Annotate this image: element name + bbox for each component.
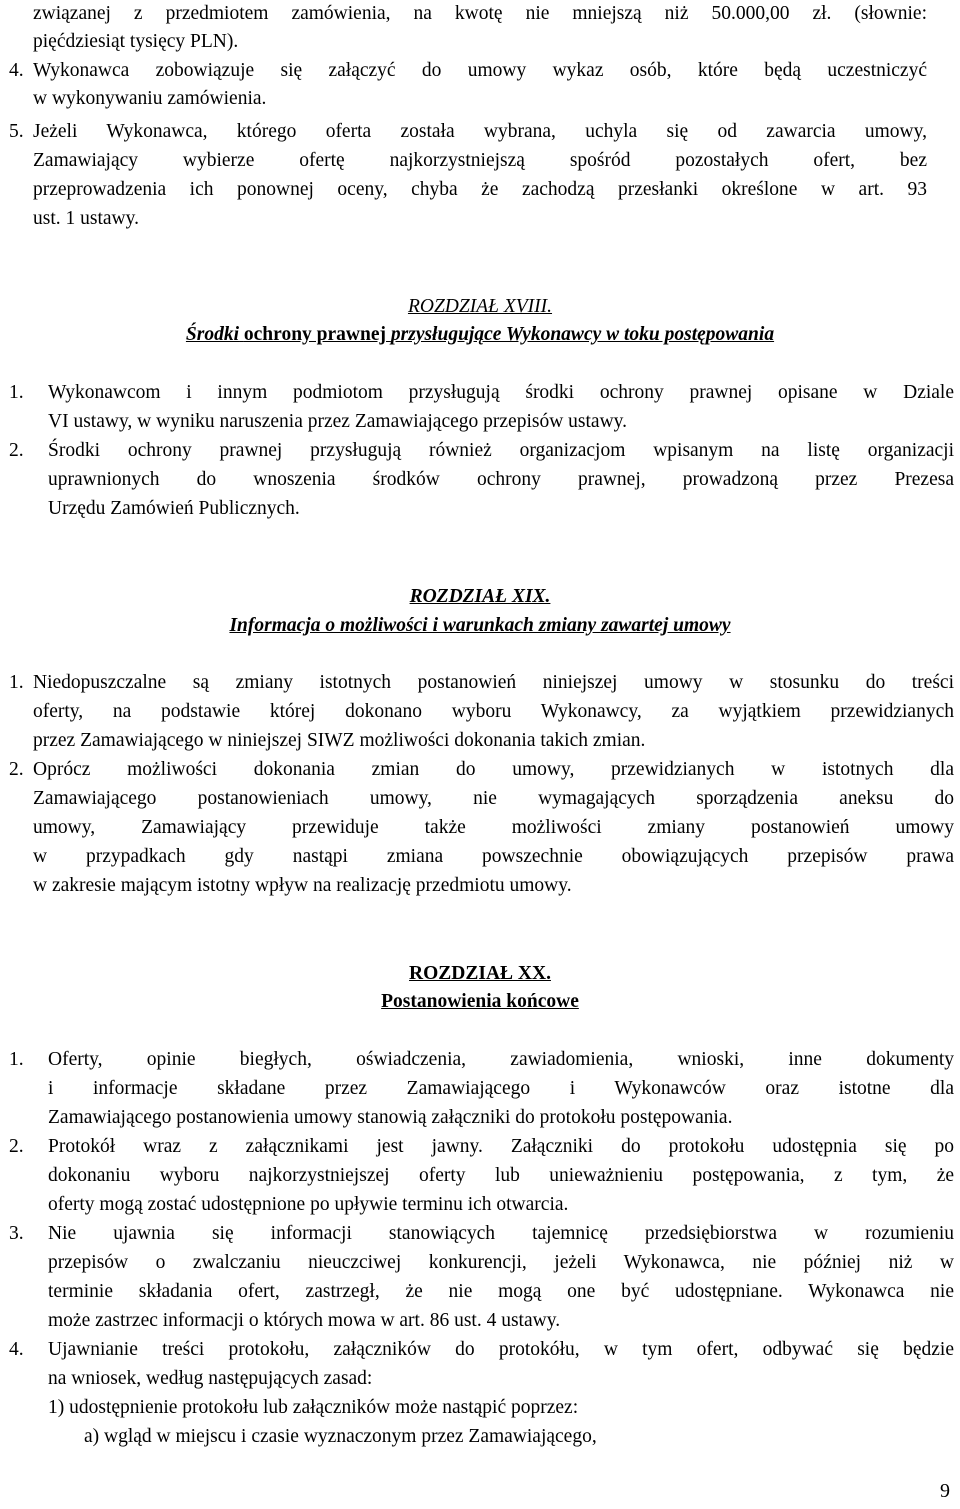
list-number: 4. (9, 1339, 24, 1360)
text-line: oferty mogą zostać udostępnione po upływie terminu ich otwarcia. (48, 1194, 569, 1215)
text-line: uprawnionych do wnoszenia środków ochrony prawnej, prowadzoną przez Prezesa (48, 469, 954, 490)
text-line: w wykonywaniu zamówienia. (33, 88, 267, 109)
chapter-subtitle (0, 323, 960, 347)
chapter-subtitle-part: ochrony prawnej (243, 324, 387, 345)
text-line: przez Zamawiającego w niniejszej SIWZ możliwości dokonania takich zmian. (33, 730, 646, 751)
text-line: w przypadkach gdy nastąpi zmiana powszechnie obowiązujących przepisów prawa (33, 846, 954, 867)
chapter-subtitle-part: Środki (185, 324, 240, 345)
text-line: 1) udostępnienie protokołu lub załączników może nastąpić poprzez: (48, 1397, 579, 1418)
text-line: Niedopuszczalne są zmiany istotnych postanowień niniejszej umowy w stosunku do treści (33, 672, 954, 693)
text-line: Nie ujawnia się informacji stanowiących tajemnicę przedsiębiorstwa w rozumieniu (48, 1223, 954, 1244)
chapter-subtitle: Informacja o możliwości i warunkach zmiany zawartej umowy (229, 615, 731, 636)
text-line: przepisów o zwalczaniu nieuczciwej konkurencji, jeżeli Wykonawca, nie później niż w (48, 1252, 954, 1273)
chapter-title: ROZDZIAŁ XIX. (409, 586, 551, 607)
chapter-subtitle: Postanowienia końcowe (381, 991, 579, 1012)
text-line: Wykonawcom i innym podmiotom przysługują środki ochrony prawnej opisane w Dziale (48, 382, 954, 403)
list-number: 2. (9, 759, 24, 780)
text-line: związanej z przedmiotem zamówienia, na kwotę nie mniejszą niż 50.000,00 zł. (słownie: (33, 3, 927, 24)
chapter-subtitle-part: przysługujące Wykonawcy w toku postępowania (390, 324, 775, 345)
text-line: a) wgląd w miejscu i czasie wyznaczonym przez Zamawiającego, (84, 1426, 597, 1447)
text-line: pięćdziesiąt tysięcy PLN). (33, 31, 239, 52)
text-line: Środki ochrony prawnej przysługują również organizacjom wpisanym na listę organizacji (48, 440, 954, 461)
text-line: Wykonawca zobowiązuje się załączyć do umowy wykaz osób, które będą uczestniczyć (33, 60, 927, 81)
text-line: umowy, Zamawiający przewiduje także możliwości zmiany postanowień umowy (33, 817, 954, 838)
chapter-title: ROZDZIAŁ XVIII. (407, 296, 553, 317)
text-line: Zamawiającego postanowienia umowy stanowią załączniki do protokołu postępowania. (48, 1107, 733, 1128)
list-number: 2. (9, 1136, 24, 1157)
list-number: 3. (9, 1223, 24, 1244)
list-number: 4. (9, 60, 24, 81)
chapter-title: ROZDZIAŁ XX. (409, 963, 551, 984)
text-line: VI ustawy, w wyniku naruszenia przez Zamawiającego przepisów ustawy. (48, 411, 628, 432)
text-line: może zastrzec informacji o których mowa w art. 86 ust. 4 ustawy. (48, 1310, 561, 1331)
text-line: w zakresie mającym istotny wpływ na realizację przedmiotu umowy. (33, 875, 572, 896)
list-number: 1. (9, 382, 24, 403)
list-number: 5. (9, 121, 24, 142)
list-number: 2. (9, 440, 24, 461)
text-line: Ujawnianie treści protokołu, załączników do protokółu, w tym ofert, odbywać się będzie (48, 1339, 954, 1360)
text-line: przeprowadzenia ich ponownej oceny, chyba że zachodzą przesłanki określone w art. 93 (33, 179, 927, 200)
text-line: Zamawiający wybierze ofertę najkorzystniejszą spośród pozostałych ofert, bez (33, 150, 927, 171)
text-line: Protokół wraz z załącznikami jest jawny. Załączniki do protokołu udostępnia się po (48, 1136, 954, 1157)
text-line: dokonaniu wyboru najkorzystniejszej oferty lub unieważnieniu postępowania, z tym, że (48, 1165, 954, 1186)
text-line: i informacje składane przez Zamawiającego i Wykonawców oraz istotne dla (48, 1078, 954, 1099)
list-number: 1. (9, 672, 24, 693)
list-number: 1. (9, 1049, 24, 1070)
text-line: na wniosek, według następujących zasad: (48, 1368, 373, 1389)
text-line: Oprócz możliwości dokonania zmian do umowy, przewidzianych w istotnych dla (33, 759, 954, 780)
text-line: terminie składania ofert, zastrzegł, że nie mogą one być udostępniane. Wykonawca nie (48, 1281, 954, 1302)
text-line: Oferty, opinie biegłych, oświadczenia, zawiadomienia, wnioski, inne dokumenty (48, 1049, 954, 1070)
text-line: oferty, na podstawie której dokonano wyboru Wykonawcy, za wyjątkiem przewidzianych (33, 701, 954, 722)
page-number: 9 (940, 1480, 950, 1502)
text-line: Zamawiającego postanowieniach umowy, nie wymagających sporządzenia aneksu do (33, 788, 954, 809)
text-line: ust. 1 ustawy. (33, 208, 139, 229)
text-line: Jeżeli Wykonawca, którego oferta została wybrana, uchyla się od zawarcia umowy, (33, 121, 927, 142)
text-line: Urzędu Zamówień Publicznych. (48, 498, 300, 519)
